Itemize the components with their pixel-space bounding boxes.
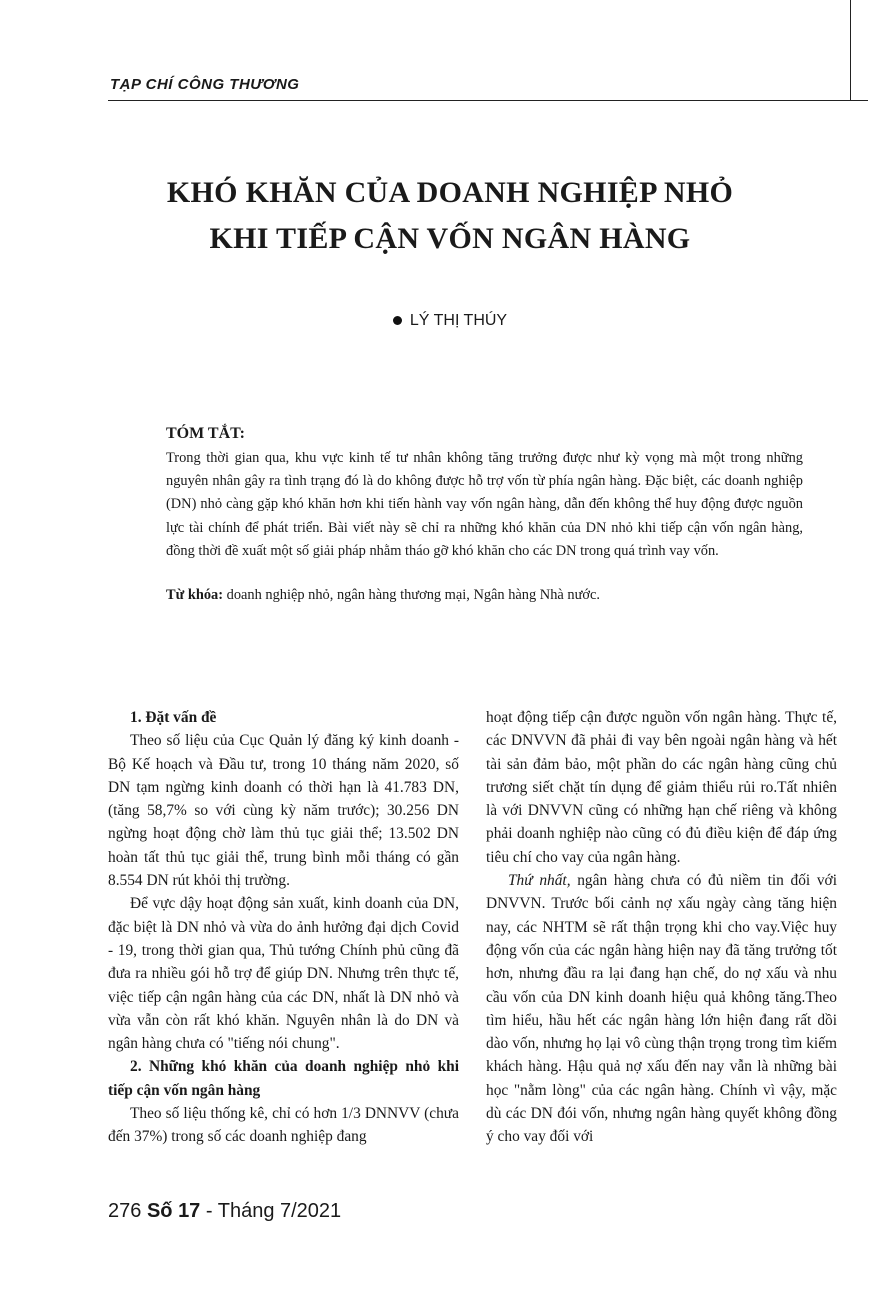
paragraph: Theo số liệu của Cục Quản lý đăng ký kinh doanh - Bộ Kế hoạch và Đầu tư, trong 10 tháng năm 2020, số DN tạm ngừng kinh doanh có thời hạn là 41.783 DN, (tăng 58,7% so với cùng kỳ năm trước); 30.256 DN ngừng hoạt động chờ làm thủ tục giải thể; 13.502 DN hoàn tất thủ tục giải thể, trung bình mỗi tháng có gần 8.554 DN rút khỏi thị trường. [108, 732, 459, 890]
paragraph: Để vực dậy hoạt động sản xuất, kinh doanh của DN, đặc biệt là DN nhỏ và vừa do ảnh hưởng đại dịch Covid - 19, trong thời gian qua, Thủ tướng Chính phủ cũng đã đưa ra nhiều gói hỗ trợ để giúp DN. Nhưng trên thực tế, việc tiếp cận ngân hàng của các DN, nhất là DN nhỏ và vừa vẫn còn rất khó khăn. Nguyên nhân là do DN và ngân hàng chưa có "tiếng nói chung". [108, 895, 459, 1053]
paragraph: hoạt động tiếp cận được nguồn vốn ngân hàng. Thực tế, các DNVVN đã phải đi vay bên ngoài ngân hàng và hết tài sản đảm bảo, một phần do các ngân hàng cũng chủ trương siết chặt tín dụng để giảm thiểu rủi ro.Tất nhiên là với DNVVN cũng có những hạn chế riêng và không phải doanh nghiệp nào cũng có đủ điều kiện để đáp ứng tiêu chí cho vay của ngân hàng. [486, 709, 837, 866]
paragraph [486, 869, 837, 1149]
header-rule [108, 100, 868, 101]
page-footer [108, 1200, 341, 1223]
keywords-text: doanh nghiệp nhỏ, ngân hàng thương mại, Ngân hàng Nhà nước. [226, 587, 600, 603]
column-left [108, 706, 459, 1149]
keywords-label: Từ khóa: [166, 587, 224, 603]
first-text: ngân hàng chưa có đủ niềm tin đối với DNVVN. Trước bối cảnh nợ xấu ngày càng tăng hiện nay, các NHTM sẽ rất thận trọng khi cho vay.Việc huy động vốn của các ngân hàng hiện nay đã tăng trưởng tốt hơn, nhưng đầu ra lại đang hạn chế, do nợ xấu và nhu cầu vốn của DN kinh doanh hiệu quả không tăng.Theo tìm hiểu, hầu hết các ngân hàng lớn hiện đang rất dồi dào vốn, nhưng họ lại vô cùng thận trọng trong tìm kiếm khách hàng. Hậu quả nợ xấu đến nay vẫn là những bài học "nằm lòng" của các ngân hàng. Chính vì vậy, mặc dù các DN đói vốn, nhưng ngân hàng quyết không đồng ý cho vay đối với [486, 872, 837, 1146]
header-rule-vertical [850, 0, 851, 100]
issue-date: - Tháng 7/2021 [205, 1200, 342, 1222]
page-number: 276 [108, 1200, 142, 1222]
column-right [486, 706, 837, 1149]
author-name: LÝ THỊ THÚY [409, 312, 508, 329]
section-2-heading: 2. Những khó khăn của doanh nghiệp nhỏ khi tiếp cận vốn ngân hàng [108, 1058, 459, 1099]
bullet-icon [393, 316, 402, 325]
abstract-body: Trong thời gian qua, khu vực kinh tế tư nhân không tăng trưởng được như kỳ vọng mà một trong những nguyên nhân gây ra tình trạng đó là do không được hỗ trợ vốn từ phía ngân hàng. Đặc biệt, các doanh nghiệp (DN) nhỏ càng gặp khó khăn hơn khi tiến hành vay vốn ngân hàng, dẫn đến không thể huy động được nguồn lực tài chính để phát triển. Bài viết này sẽ chỉ ra những khó khăn của DN nhỏ khi tiếp cận vốn ngân hàng, đồng thời đề xuất một số giải pháp nhằm tháo gỡ khó khăn cho các DN trong quá trình vay vốn. [166, 450, 803, 559]
first-label: Thứ nhất, [508, 872, 571, 890]
issue-label: Số [146, 1200, 173, 1222]
title-line-2: KHI TIẾP CẬN VỐN NGÂN HÀNG [209, 222, 691, 255]
author-line [300, 312, 600, 330]
paragraph: Theo số liệu thống kê, chỉ có hơn 1/3 DNNVV (chưa đến 37%) trong số các doanh nghiệp đang [108, 1105, 459, 1146]
issue-number: 17 [178, 1200, 201, 1222]
journal-name: TẠP CHÍ CÔNG THƯƠNG [110, 76, 300, 93]
article-title [120, 170, 780, 262]
section-1-heading: 1. Đặt vấn đề [130, 709, 217, 726]
abstract-heading: TÓM TẮT: [166, 425, 245, 442]
keywords [166, 584, 803, 607]
title-line-1: KHÓ KHĂN CỦA DOANH NGHIỆP NHỎ [166, 176, 734, 209]
